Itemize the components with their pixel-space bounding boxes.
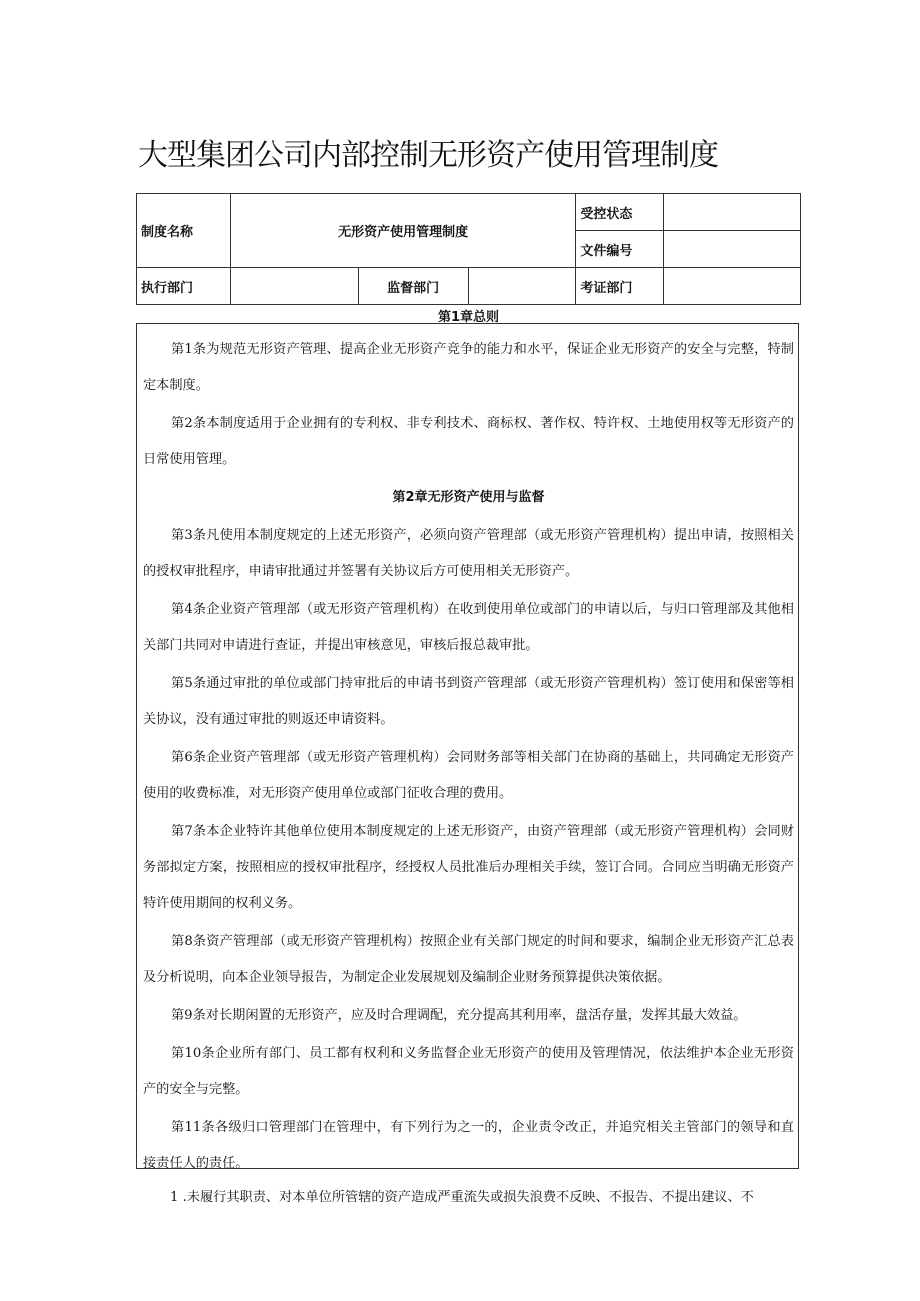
document-title: 大型集团公司内部控制无形资产使用管理制度 <box>138 138 718 173</box>
article-2: 第2条本制度适用于企业拥有的专利权、非专利技术、商标权、著作权、特许权、土地使用权等无形资产的日常使用管理。 <box>143 416 794 467</box>
article-4: 第4条企业资产管理部（或无形资产管理机构）在收到使用单位或部门的申请以后，与归口管理部及其他相关部门共同对申请进行查证，并提出审核意见，审核后报总裁审批。 <box>143 602 794 653</box>
content-box <box>136 323 799 1169</box>
label-exec-dept: 执行部门 <box>137 268 231 305</box>
label-file-number: 文件编号 <box>576 231 664 268</box>
article-3: 第3条凡使用本制度规定的上述无形资产，必须向资产管理部（或无形资产管理机构）提出申请，按照相关的授权审批程序，申请审批通过并签署有关协议后方可使用相关无形资产。 <box>143 528 794 579</box>
list-item-1: 1 .未履行其职责、对本单位所管辖的资产造成严重流失或损失浪费不反映、不报告、不提出建议、不 <box>170 1190 754 1205</box>
meta-table <box>136 193 801 305</box>
label-control-status: 受控状态 <box>576 194 664 231</box>
control-status-value <box>664 194 801 231</box>
article-9: 第9条对长期闲置的无形资产，应及时合理调配，充分提高其利用率，盘活存量，发挥其最大效益。 <box>171 1008 747 1023</box>
chapter-2-heading: 第2章无形资产使用与监督 <box>392 490 545 505</box>
article-8: 第8条资产管理部（或无形资产管理机构）按照企业有关部门规定的时间和要求，编制企业无形资产汇总表及分析说明，向本企业领导报告，为制定企业发展规划及编制企业财务预算提供决策依据。 <box>143 934 794 985</box>
article-6: 第6条企业资产管理部（或无形资产管理机构）会同财务部等相关部门在协商的基础上，共同确定无形资产使用的收费标准，对无形资产使用单位或部门征收合理的费用。 <box>143 750 794 801</box>
article-10: 第10条企业所有部门、员工都有权利和义务监督企业无形资产的使用及管理情况，依法维护本企业无形资产的安全与完整。 <box>143 1046 794 1097</box>
article-11: 第11条各级归口管理部门在管理中，有下列行为之一的，企业责令改正，并追究相关主管部门的领导和直接责任人的责任。 <box>143 1120 794 1171</box>
article-7: 第7条本企业特许其他单位使用本制度规定的上述无形资产，由资产管理部（或无形资产管理机构）会同财务部拟定方案，按照相应的授权审批程序，经授权人员批准后办理相关手续，签订合同。合同应当明确无形资产特许使用期间的权利义务。 <box>143 824 794 911</box>
label-verify-dept: 考证部门 <box>576 268 664 305</box>
exec-dept-value <box>230 268 358 305</box>
file-number-value <box>664 231 801 268</box>
article-1: 第1条为规范无形资产管理、提高企业无形资产竞争的能力和水平，保证企业无形资产的安全与完整，特制定本制度。 <box>143 342 794 393</box>
label-system-name: 制度名称 <box>137 194 231 268</box>
article-5: 第5条通过审批的单位或部门持审批后的申请书到资产管理部（或无形资产管理机构）签订使用和保密等相关协议，没有通过审批的则返还申请资料。 <box>143 676 794 727</box>
label-supervise-dept: 监督部门 <box>358 268 468 305</box>
supervise-dept-value <box>468 268 576 305</box>
system-name-value: 无形资产使用管理制度 <box>230 194 575 268</box>
chapter-1-heading: 第1章总则 <box>437 310 500 325</box>
verify-dept-value <box>664 268 801 305</box>
